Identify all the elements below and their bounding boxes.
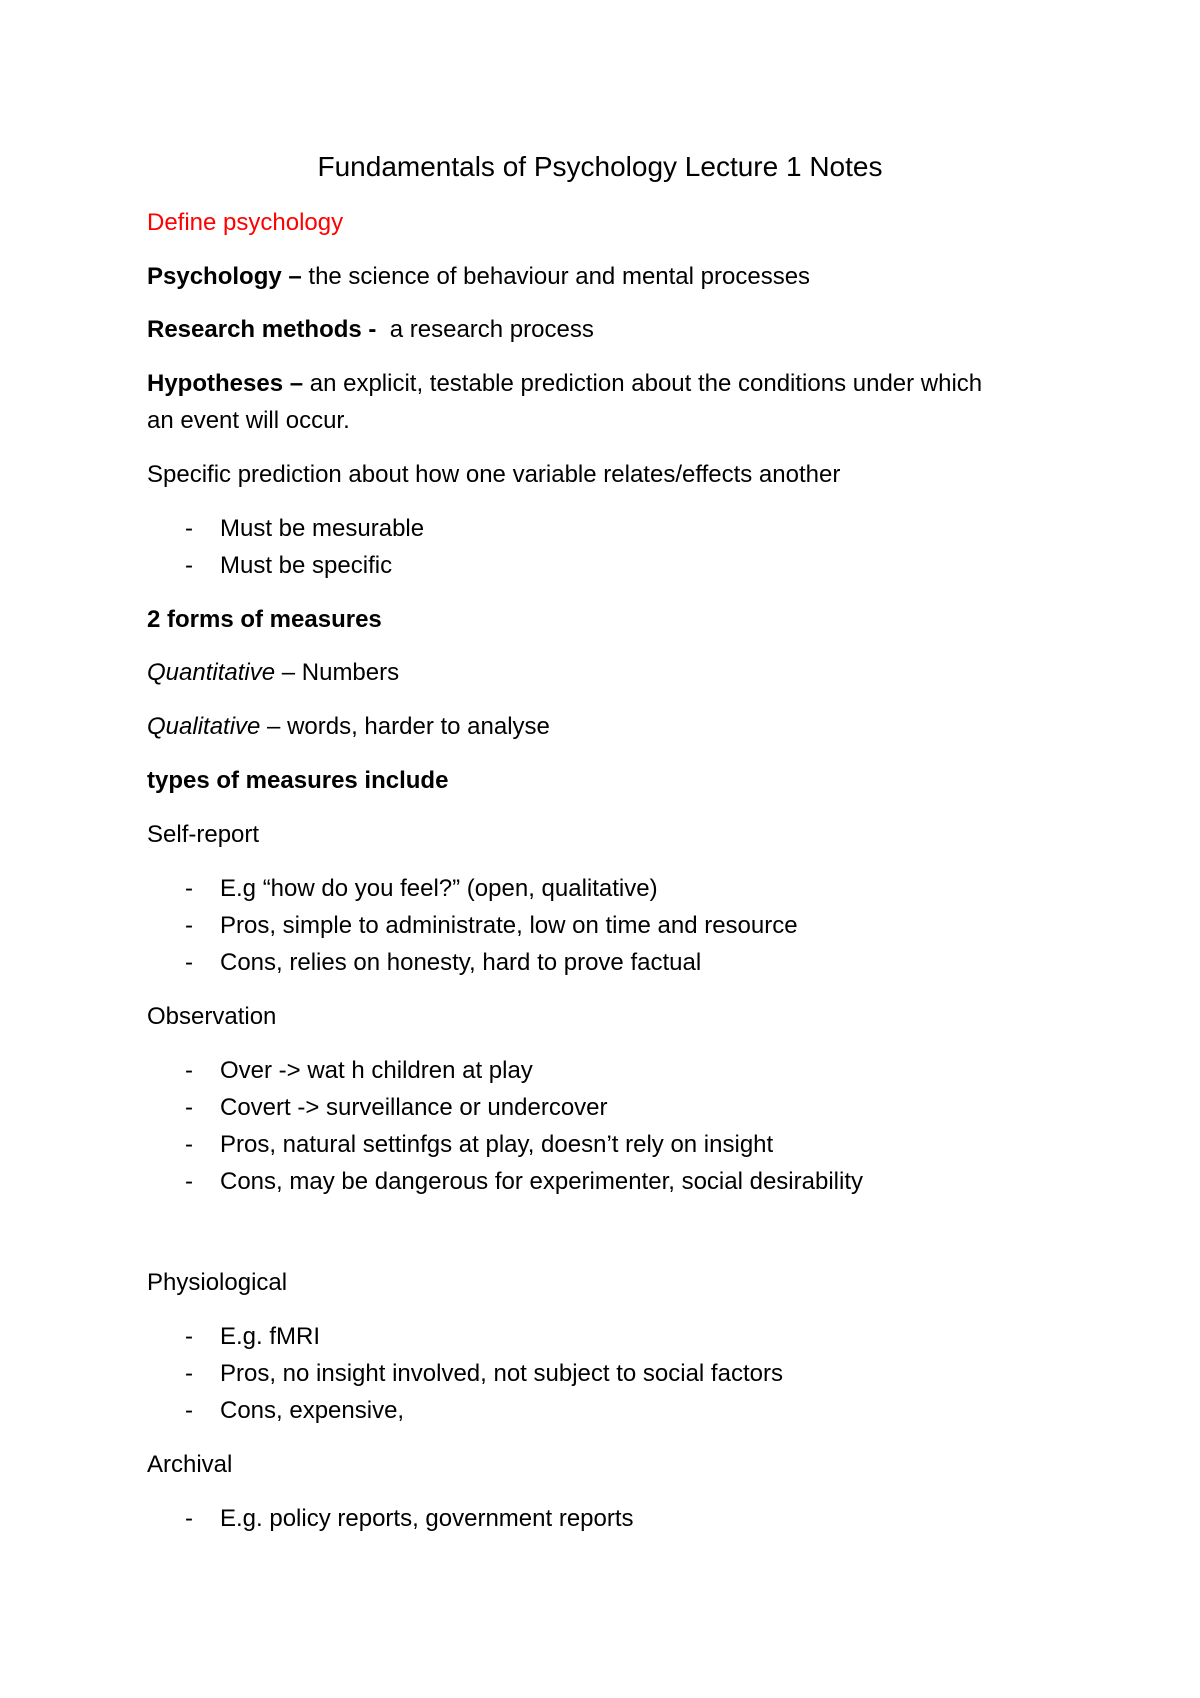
list-item: - E.g “how do you feel?” (open, qualitative) <box>185 875 658 902</box>
forms-heading: 2 forms of measures <box>147 606 382 633</box>
bullet-marker: - <box>185 949 193 976</box>
hypotheses-definition <box>147 369 982 399</box>
qualitative-text: – words, harder to analyse <box>260 713 550 740</box>
bullet-marker: - <box>185 1505 193 1532</box>
list-item: - Over -> wat h children at play <box>185 1057 533 1084</box>
physiological-label: Physiological <box>147 1269 288 1296</box>
list-item: - Covert -> surveillance or undercover <box>185 1094 608 1121</box>
qualitative-term: Qualitative <box>147 713 261 740</box>
quantitative-text: – Numbers <box>275 659 400 686</box>
list-item: - Pros, natural settinfgs at play, doesn’t rely on insight <box>185 1131 774 1158</box>
bullet-marker: - <box>185 1397 193 1424</box>
bullet-marker: - <box>185 1131 193 1158</box>
bullet-marker: - <box>185 1168 193 1195</box>
define-heading: Define psychology <box>147 209 344 236</box>
archival-label: Archival <box>147 1451 233 1478</box>
quantitative-term: Quantitative <box>147 659 276 686</box>
hypotheses-continuation: an event will occur. <box>147 407 350 434</box>
list-item: - Must be mesurable <box>185 515 425 542</box>
observation-label: Observation <box>147 1003 277 1030</box>
document-title: Fundamentals of Psychology Lecture 1 Notes <box>317 151 883 182</box>
list-item: - Must be specific <box>185 552 393 579</box>
list-item: - Cons, expensive, <box>185 1397 405 1424</box>
list-item: - Cons, may be dangerous for experimenter, social desirability <box>185 1168 863 1195</box>
bullet-marker: - <box>185 1323 193 1350</box>
hypotheses-text: an explicit, testable prediction about the conditions under which <box>303 370 983 397</box>
research-methods-text: a research process <box>376 316 594 343</box>
self-report-label: Self-report <box>147 821 260 848</box>
list-item: - E.g. policy reports, government reports <box>185 1505 634 1532</box>
list-item: - Pros, no insight involved, not subject to social factors <box>185 1360 783 1387</box>
list-item: - Cons, relies on honesty, hard to prove factual <box>185 949 702 976</box>
psychology-text: the science of behaviour and mental processes <box>301 263 811 290</box>
hypotheses-term: Hypotheses – <box>147 370 304 397</box>
bullet-marker: - <box>185 1360 193 1387</box>
bullet-marker: - <box>185 912 193 939</box>
bullet-marker: - <box>185 875 193 902</box>
list-item: - Pros, simple to administrate, low on time and resource <box>185 912 798 939</box>
research-methods-definition <box>147 315 594 345</box>
bullet-marker: - <box>185 1057 193 1084</box>
types-heading: types of measures include <box>147 767 449 794</box>
list-item: - E.g. fMRI <box>185 1323 321 1350</box>
psychology-definition <box>147 262 810 292</box>
quantitative-line <box>147 658 399 688</box>
specific-prediction: Specific prediction about how one variable relates/effects another <box>147 461 841 488</box>
psychology-term: Psychology – <box>147 263 302 290</box>
bullet-marker: - <box>185 552 193 579</box>
qualitative-line <box>147 712 550 742</box>
research-methods-term: Research methods - <box>147 316 377 343</box>
bullet-marker: - <box>185 1094 193 1121</box>
bullet-marker: - <box>185 515 193 542</box>
